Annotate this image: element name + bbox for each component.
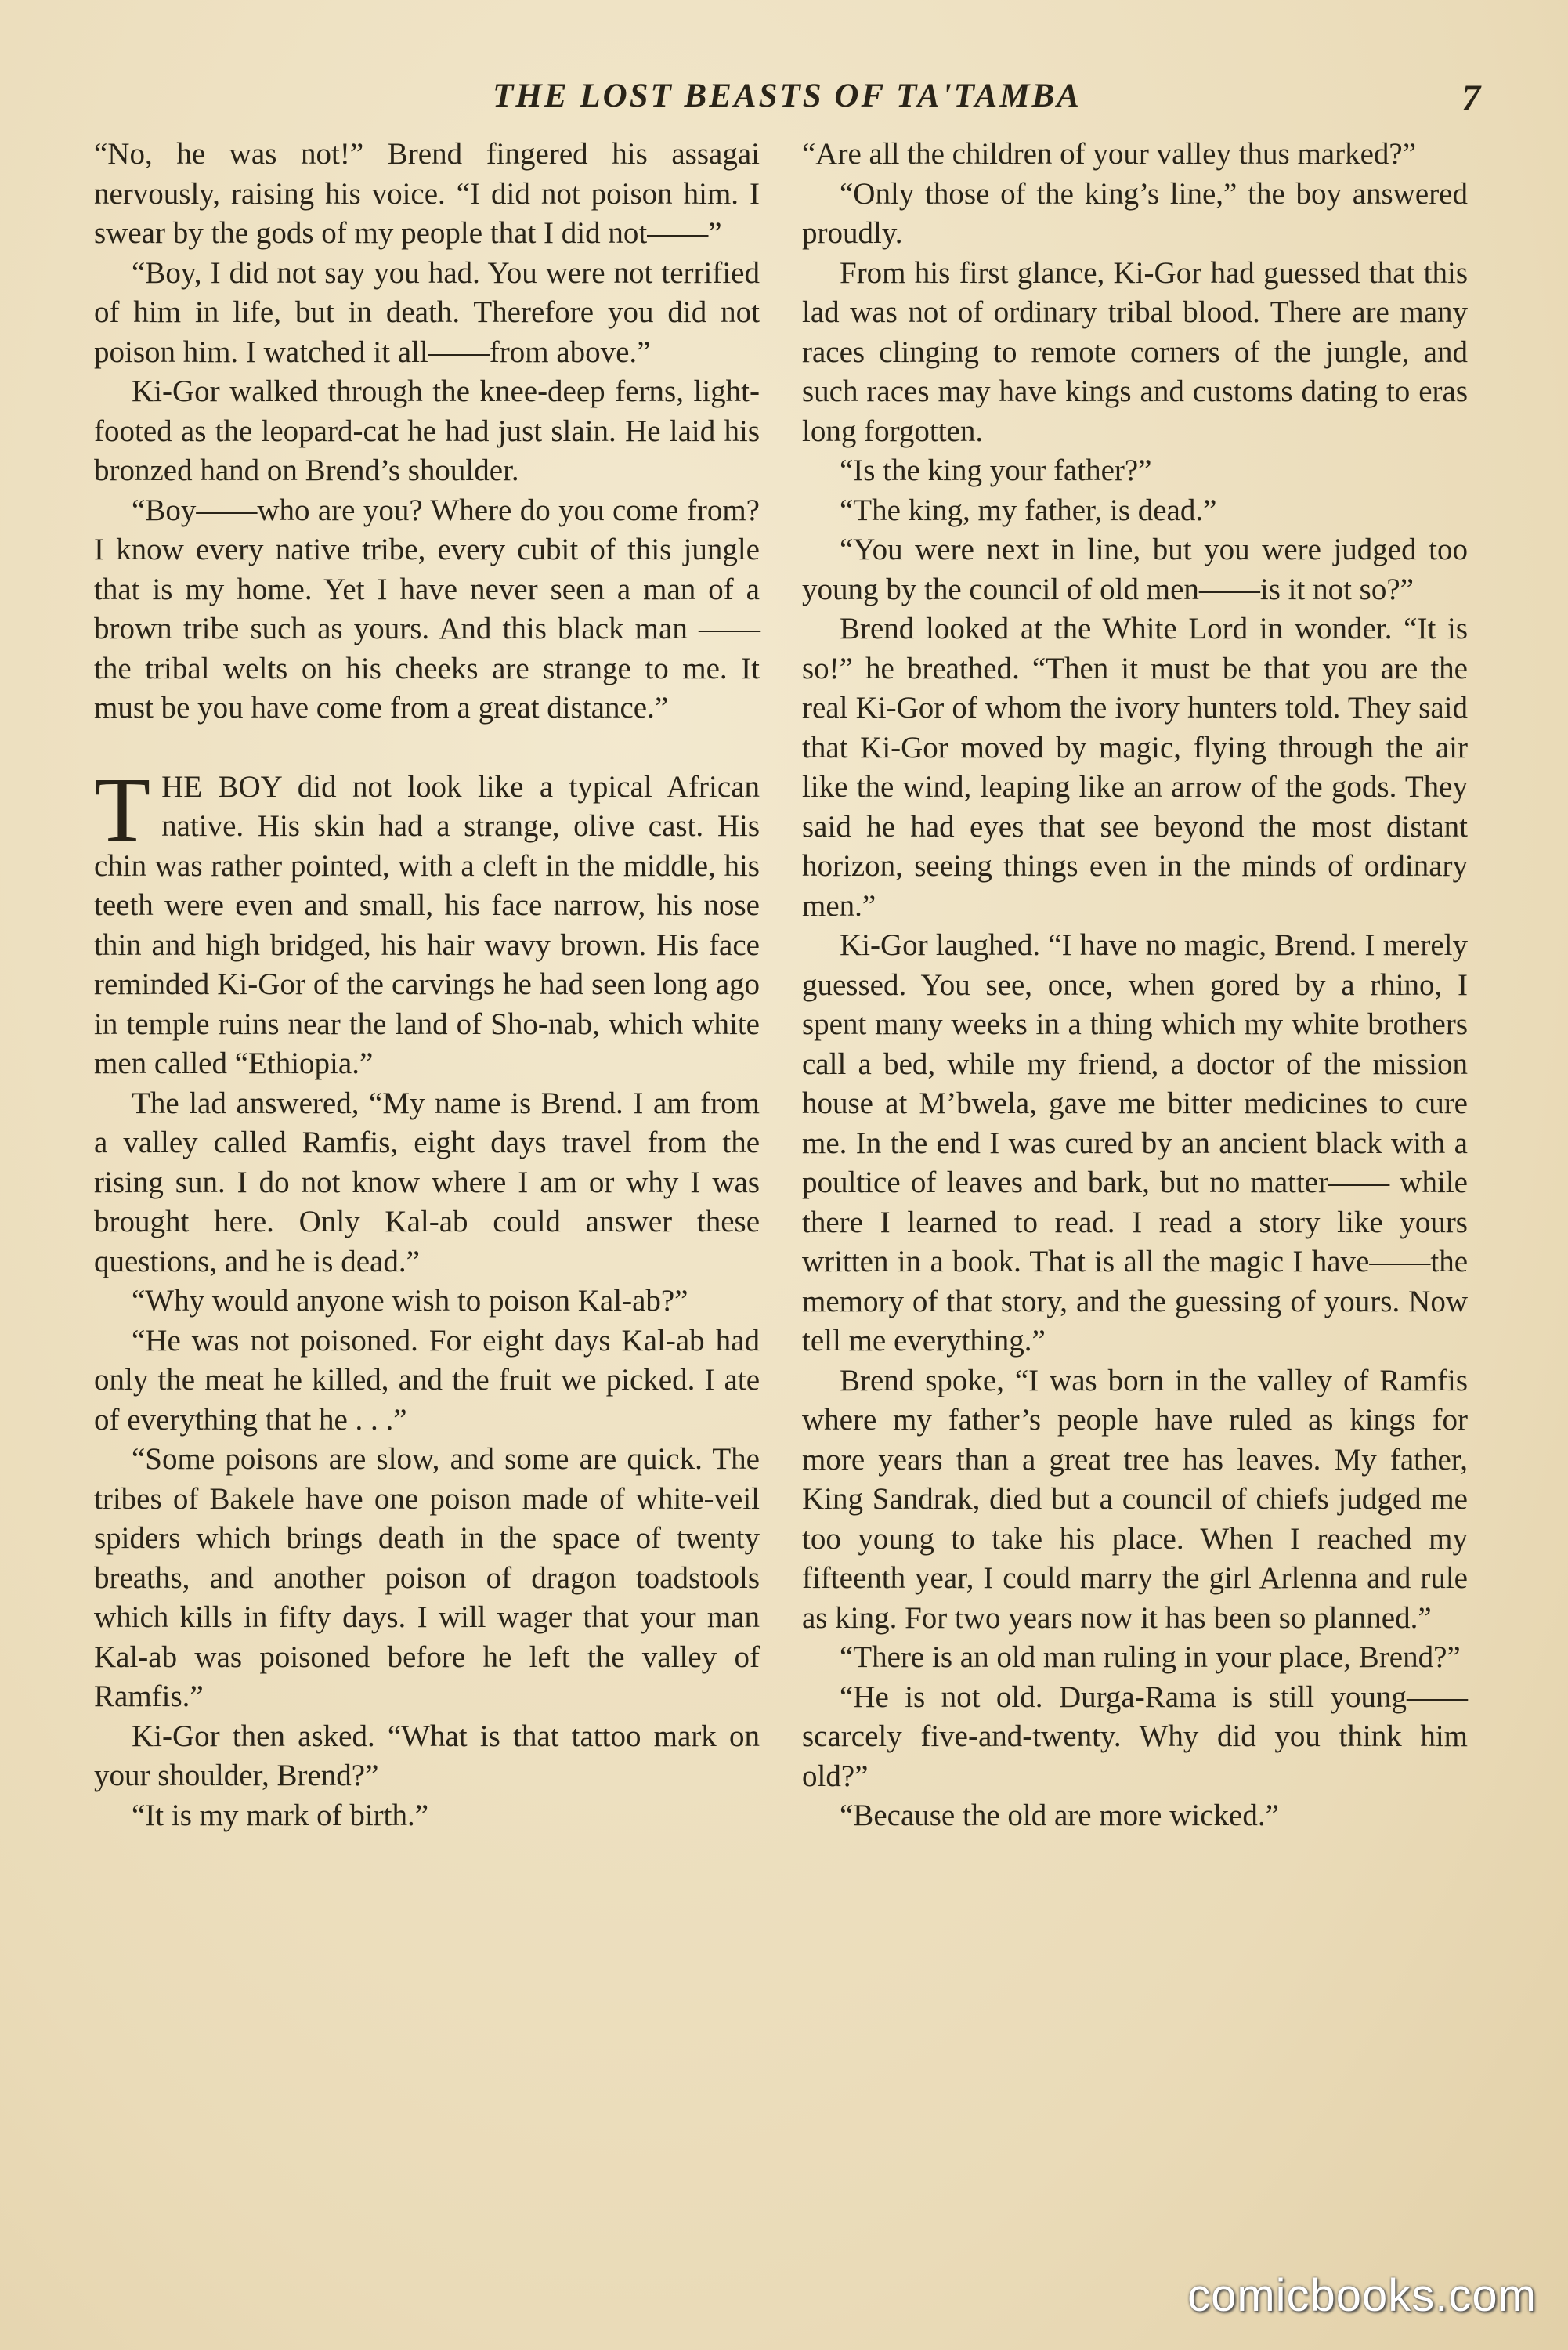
watermark: comicbooks.com: [1187, 2270, 1537, 2321]
paragraph: “No, he was not!” Brend fingered his assagai nervously, raising his voice. “I did not poison him. I swear by the gods of my people that I did not——”: [94, 137, 760, 250]
page-header: [94, 77, 1480, 132]
paragraph: Ki-Gor laughed. “I have no magic, Brend. I merely guessed. You see, once, when gored by a rhino, I spent many weeks in a thing which my white brothers call a bed, while my friend, a doctor of the mission house at M’bwela, gave me bitter medicines to cure me. In the end I was cured by an ancient black with a poultice of leaves and bark, but no matter—— while there I learned to read. I read a story like yours written in a book. That is all the magic I have——the memory of that story, and the guessing of yours. Now tell me everything.”: [802, 928, 1468, 1358]
paragraph: “There is an old man ruling in your place, Brend?”: [840, 1640, 1461, 1674]
paragraph: “Are all the children of your valley thus marked?”: [802, 137, 1417, 171]
paragraph: “Some poisons are slow, and some are quick. The tribes of Bakele have one poison made of white-veil spiders which brings death in the space of twenty breaths, and another poison of dragon toadstools which kills in fifty days. I will wager that your man Kal-ab was poisoned before he left the valley of Ramfis.”: [94, 1442, 760, 1713]
paragraph: “You were next in line, but you were judged too young by the council of old men——is it not so?”: [802, 533, 1468, 606]
paragraph: From his first glance, Ki-Gor had guessed that this lad was not of ordinary tribal blood. There are many races clinging to remote corners of the jungle, and such races may have kings and customs dating to eras long forgotten.: [802, 255, 1468, 448]
paragraph: “Boy, I did not say you had. You were not terrified of him in life, but in death. Therefore you did not poison him. I watched it all——from above.”: [94, 255, 760, 369]
left-column: [94, 135, 760, 1835]
paragraph: Brend spoke, “I was born in the valley of Ramfis where my father’s people have ruled as kings for more years than a great tree has leaves. My father, King Sandrak, died but a council of chiefs judged me too young to take his place. When I reached my fifteenth year, I could marry the girl Arlenna and rule as king. For two years now it has been so planned.”: [802, 1363, 1468, 1635]
dropcap-paragraph: [94, 757, 760, 1084]
right-column: [802, 135, 1468, 1836]
drop-cap: T: [94, 757, 151, 861]
paragraph: “Is the king your father?”: [840, 454, 1152, 487]
paragraph: The lad answered, “My name is Brend. I am from a valley called Ramfis, eight days travel from the rising sun. I do not know where I am or why I was brought here. Only Kal-ab could answer these questions, and he is dead.”: [94, 1086, 760, 1278]
paragraph: “He was not poisoned. For eight days Kal-ab had only the meat he killed, and the fruit we picked. I ate of everything that he . . .”: [94, 1323, 760, 1437]
paragraph: “It is my mark of birth.”: [132, 1798, 429, 1832]
paragraph: Ki-Gor walked through the knee-deep ferns, light-footed as the leopard-cat he had just slain. He laid his bronzed hand on Brend’s shoulder.: [94, 374, 760, 487]
page-number: 7: [1461, 78, 1480, 119]
running-title: THE LOST BEASTS OF TA'TAMBA: [493, 78, 1082, 114]
paragraph: “Why would anyone wish to poison Kal-ab?”: [132, 1284, 688, 1318]
paragraph: Ki-Gor then asked. “What is that tattoo mark on your shoulder, Brend?”: [94, 1719, 760, 1792]
paragraph: “Boy——who are you? Where do you come from? I know every native tribe, every cubit of this jungle that is my home. Yet I have never seen a man of a brown tribe such as yours. And this black man ——the tribal welts on his cheeks are strange to me. It must be you have come from a great distance.”: [94, 493, 760, 725]
paragraph: Brend looked at the White Lord in wonder. “It is so!” he breathed. “Then it must be that you are the real Ki-Gor of whom the ivory hunters told. They said that Ki-Gor moved by magic, flying through the air like the wind, leaping like an arrow of the gods. They said he had eyes that see beyond the most distant horizon, seeing things even in the minds of ordinary men.”: [802, 612, 1468, 923]
paragraph-text: HE BOY did not look like a typical African native. His skin had a strange, olive cast. His chin was rather pointed, with a cleft in the middle, his teeth were even and small, his face narrow, his nose thin and high bridged, his hair wavy brown. His face reminded Ki-Gor of the carvings he had seen long ago in temple ruins near the land of Sho-nab, which white men called “Ethiopia.”: [94, 769, 760, 1080]
paragraph: “He is not old. Durga-Rama is still young——scarcely five-and-twenty. Why did you think him old?”: [802, 1679, 1468, 1793]
paragraph: “Because the old are more wicked.”: [840, 1799, 1279, 1832]
paragraph: “Only those of the king’s line,” the boy answered proudly.: [802, 176, 1468, 250]
section-break: [94, 728, 760, 768]
paragraph: “The king, my father, is dead.”: [840, 493, 1217, 527]
